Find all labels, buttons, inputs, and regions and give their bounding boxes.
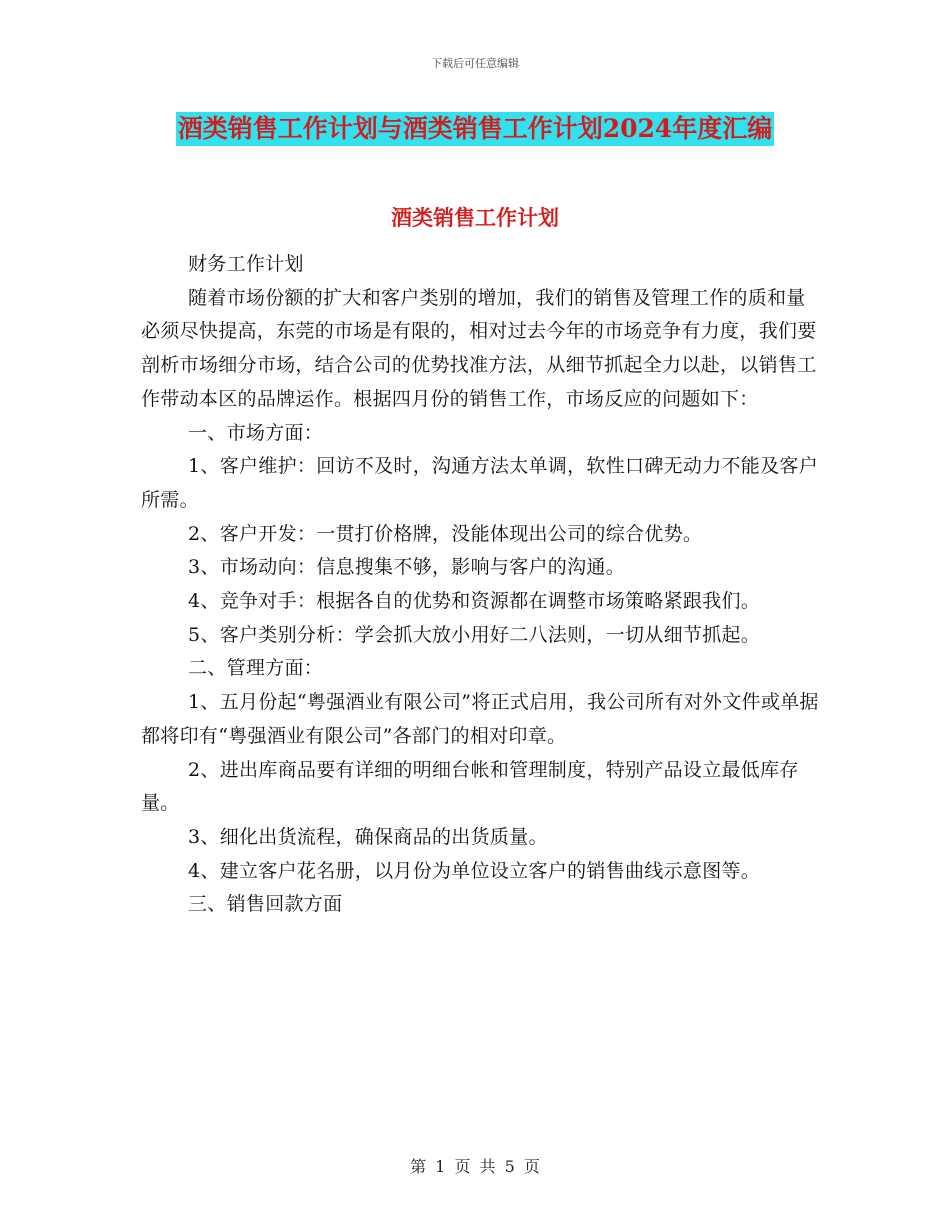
section-title: 酒类销售工作计划	[391, 205, 559, 230]
paragraph: 三、销售回款方面	[188, 893, 343, 916]
document-body	[141, 248, 821, 922]
paragraph: 3、市场动向：信息搜集不够，影响与客户的沟通。	[188, 556, 625, 579]
document-title: 酒类销售工作计划与酒类销售工作计划2024年度汇编	[176, 112, 775, 146]
paragraph: 二、管理方面：	[188, 657, 324, 680]
paragraph: 一、市场方面：	[188, 421, 324, 444]
paragraph: 4、竞争对手：根据各自的优势和资源都在调整市场策略紧跟我们。	[188, 590, 761, 613]
paragraph: 1、五月份起“粤强酒业有限公司”将正式启用，我公司所有对外文件或单据都将印有“粤强酒业有限公司”各部门的相对印章。	[141, 691, 819, 747]
paragraph: 随着市场份额的扩大和客户类别的增加，我们的销售及管理工作的质和量必须尽快提高，东莞的市场是有限的，相对过去今年的市场竞争有力度，我们要剖析市场细分市场，结合公司的优势找准方法，从细节抓起全力以赴，以销售工作带动本区的品牌运作。根据四月份的销售工作，市场反应的问题如下：	[141, 286, 817, 410]
header-note: 下载后可任意编辑	[431, 57, 519, 70]
paragraph: 1、客户维护：回访不及时，沟通方法太单调，软性口碑无动力不能及客户所需。	[141, 455, 818, 511]
page-footer: 第 1 页 共 5 页	[410, 1157, 540, 1176]
document-title-container	[0, 112, 950, 146]
paragraph: 财务工作计划	[188, 253, 304, 275]
paragraph: 5、客户类别分析：学会抓大放小用好二八法则，一切从细节抓起。	[188, 623, 761, 646]
paragraph: 2、客户开发：一贯打价格牌，没能体现出公司的综合优势。	[188, 522, 703, 545]
paragraph: 3、细化出货流程，确保商品的出货质量。	[188, 825, 548, 848]
paragraph: 2、进出库商品要有详细的明细台帐和管理制度，特别产品设立最低库存量。	[141, 758, 799, 815]
paragraph: 4、建立客户花名册，以月份为单位设立客户的销售曲线示意图等。	[188, 859, 761, 882]
